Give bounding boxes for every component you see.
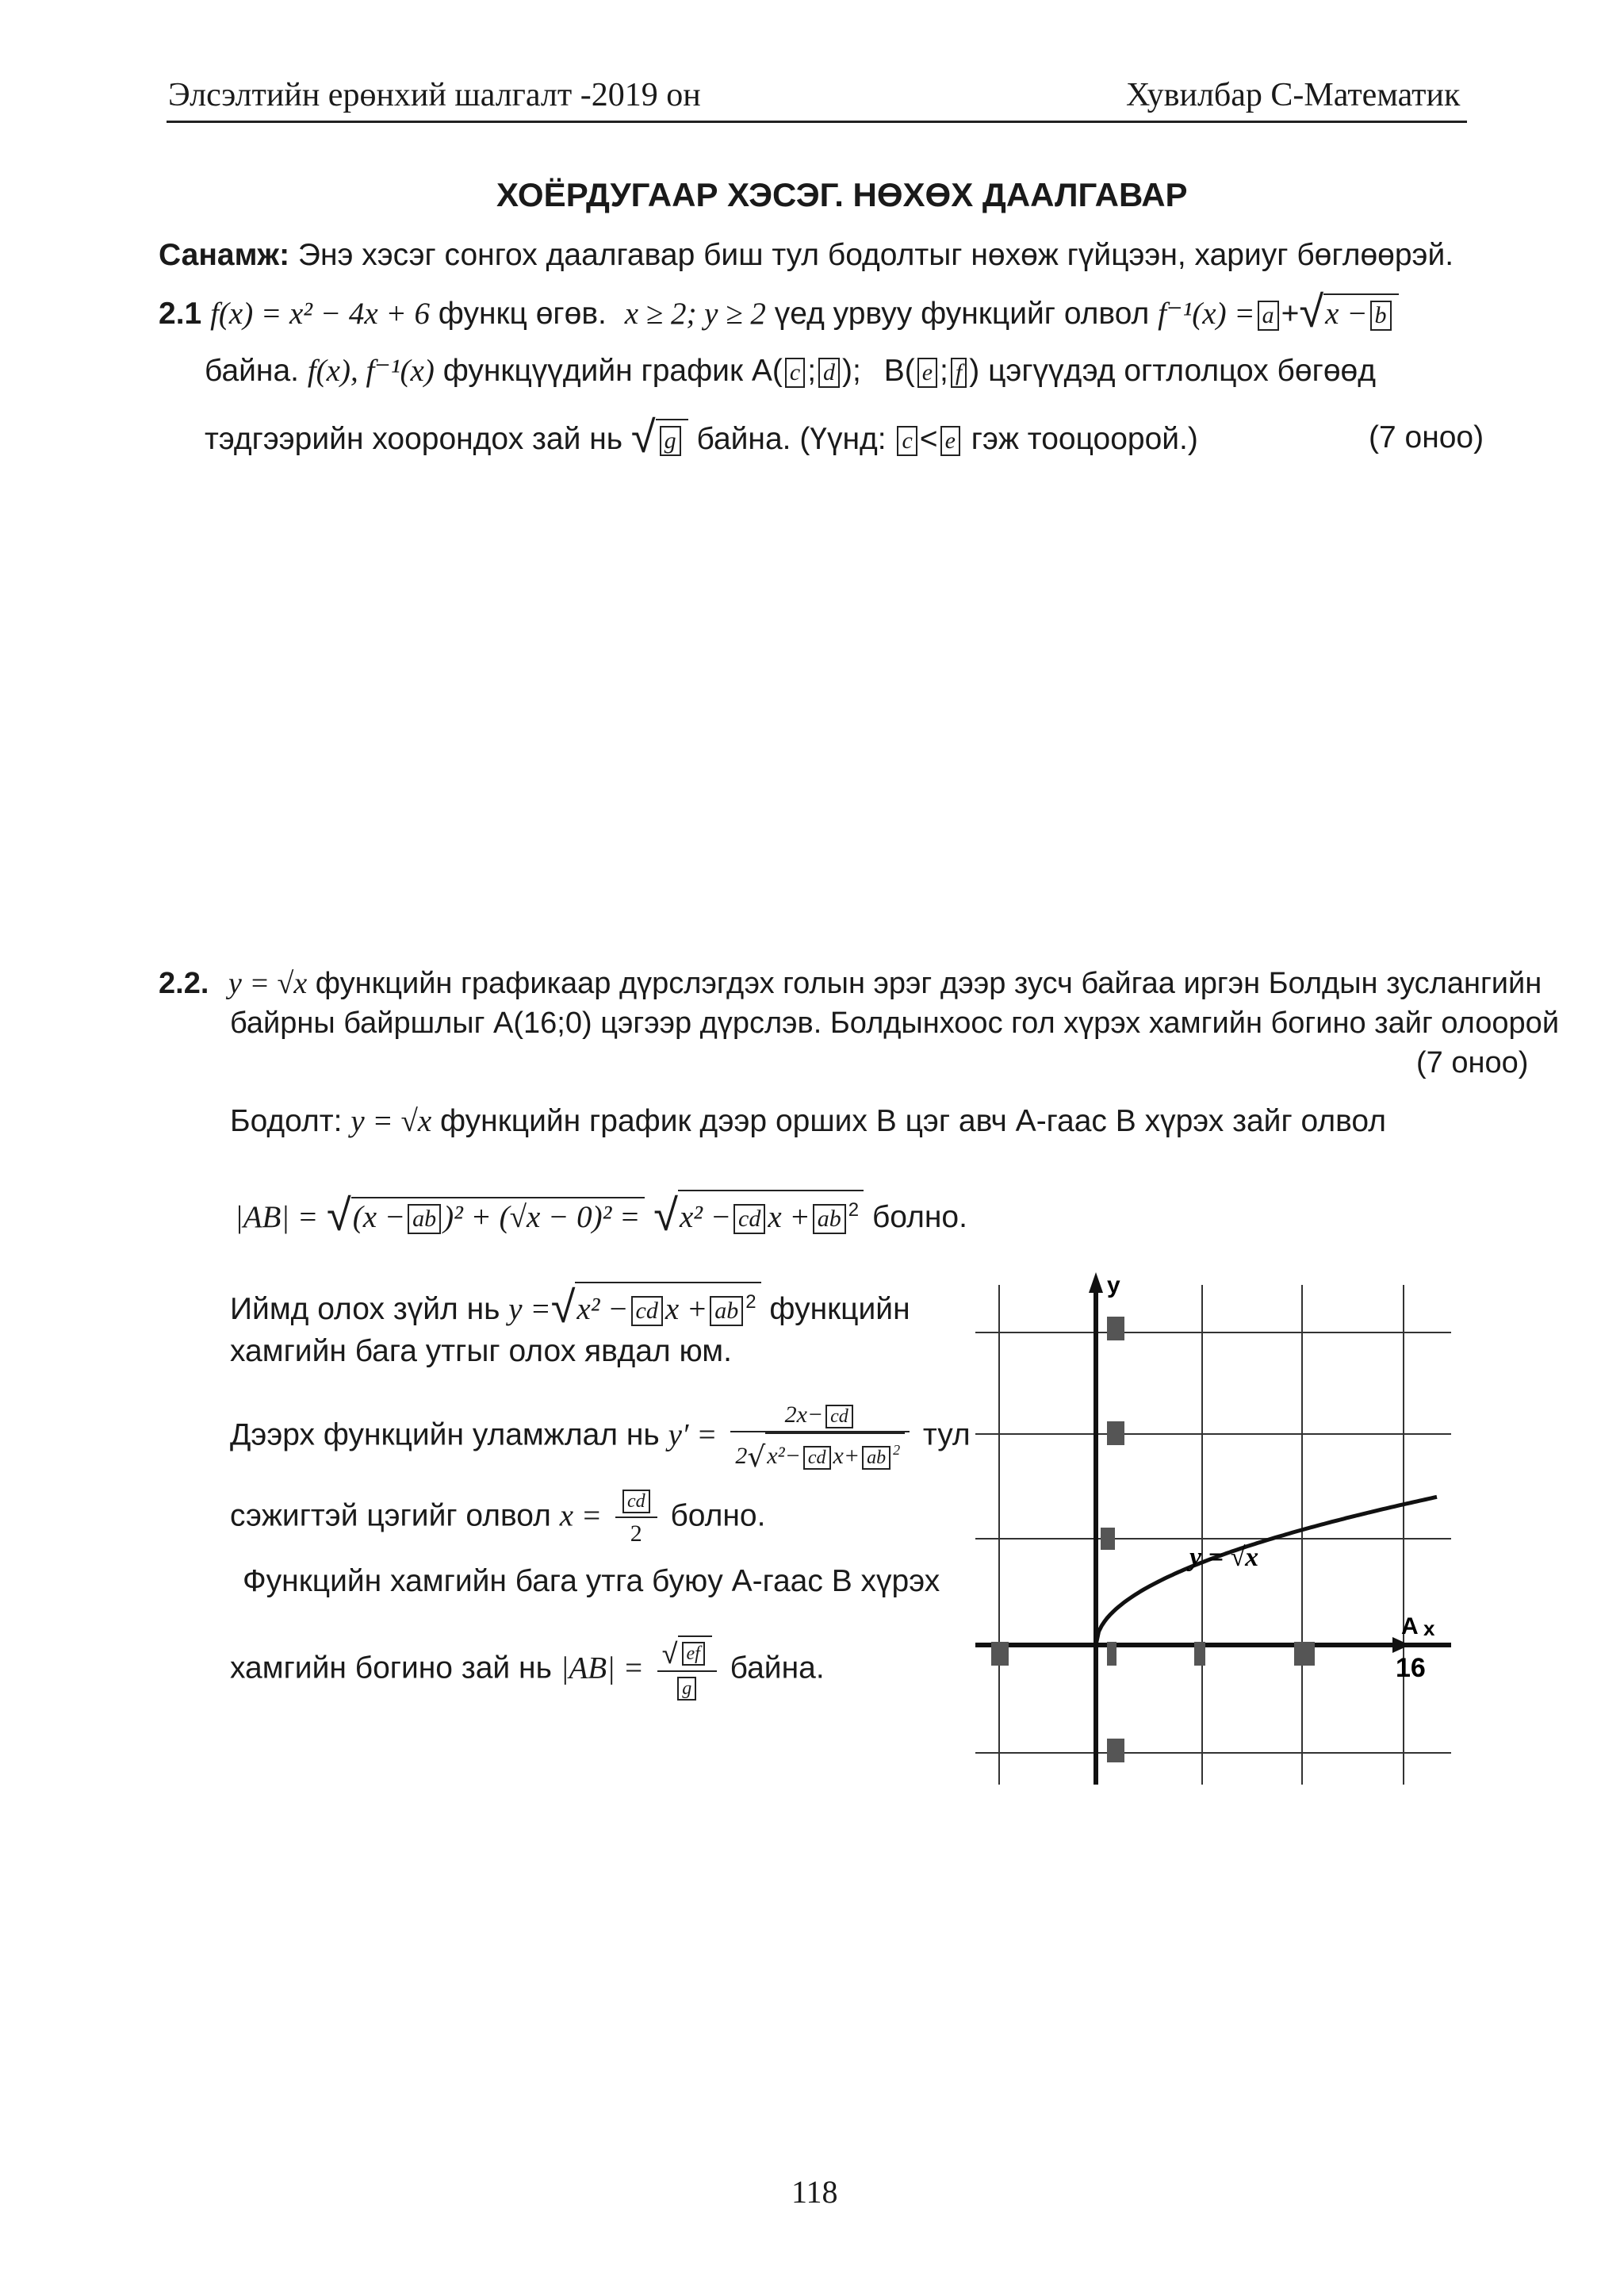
x-minus: x − [1325,297,1368,331]
sqrt-icon: √ [1299,286,1324,338]
ab-eq: |AB| = [560,1651,644,1685]
answer-box-e[interactable]: e [917,358,937,388]
distance-middle: )² + (√x − 0)² = [443,1200,641,1234]
problem-2-1-line1 [159,286,1399,338]
text-span: функцүүдийн график [442,354,744,388]
y-eq: y = [508,1292,551,1326]
condition-formula: x ≥ 2; y ≥ 2 [624,297,766,331]
problem-2-2-number: 2.2. [159,967,209,1000]
header-right: Хувилбар C-Математик [1126,77,1461,113]
problem-2-1-line2 [205,352,1376,390]
answer-box-cd-den: cd [803,1446,831,1470]
text-span: болно. [670,1498,766,1533]
text-span: байна. [205,354,299,388]
text-span: цэгүүдэд огтлолцох бөгөөд [988,354,1376,388]
x-axis-label: x [1423,1616,1435,1640]
min-distance-fraction [657,1635,717,1704]
solution-line7: Функцийн хамгийн бага утга буюу A-гаас B хүрэх [243,1564,940,1598]
answer-box-cd-crit: cd [622,1490,650,1513]
graph-grid [975,1285,1451,1785]
x-axis-arrow-icon [1392,1637,1410,1653]
text-span: болно. [871,1200,967,1234]
solution-line5 [230,1399,971,1474]
text-span: хамгийн богино зай нь [230,1651,552,1685]
ab-lhs: |AB| = [235,1200,319,1234]
problem-2-2-points: (7 оноо) [1416,1046,1529,1079]
problem-2-1-line3 [205,412,1198,463]
solution-line4: хамгийн бага утгыг олох явдал юм. [230,1334,732,1368]
y-sqrt-formula: y = √x [228,967,308,1000]
tick-marker [1101,1528,1115,1550]
fx-formula: f(x) = x² − 4x + 6 [210,297,430,331]
critical-den: 2 [630,1520,642,1547]
page-number: 118 [791,2174,838,2210]
curve-label: y = √x [1189,1543,1259,1572]
text-span: функцийн [769,1292,910,1326]
deriv-den-x: x+ [833,1443,860,1469]
text-span: сэжигтэй цэгийг олвол [230,1498,551,1533]
answer-box-c[interactable]: c [785,358,805,388]
sqrt-icon: √ [550,1282,576,1333]
tick-marker [991,1642,1009,1666]
solution-line6 [230,1485,765,1550]
x-minus: (x − [352,1200,406,1234]
superscript-2: 2 [893,1442,901,1458]
text-span: функц өгөв. [438,297,607,331]
deriv-den-x2: x²− [767,1443,801,1469]
tick-marker [1107,1642,1116,1666]
sqrt-icon: √ [630,412,656,463]
answer-box-e-ref: e [940,426,960,456]
sqrt-graph [975,1269,1467,1793]
text-span: байна. (Үүнд: [696,422,887,456]
x-plus: x + [665,1292,708,1326]
answer-box-g-2[interactable]: g [677,1677,696,1701]
derivative-fraction [730,1399,910,1474]
superscript-2: 2 [745,1291,756,1313]
tick-marker [1107,1739,1124,1762]
text-span: гэж тооцоорой.) [971,422,1198,456]
text-span: тул [922,1417,971,1452]
solution-label: Бодолт: [230,1104,343,1138]
curve-layer [1096,1497,1437,1645]
y-prime: y′ = [668,1417,718,1452]
semicolon: ; [940,354,948,388]
answer-box-d[interactable]: d [818,358,840,388]
answer-box-ab-den: ab [862,1446,891,1470]
finv-formula: f⁻¹(x) = [1158,297,1255,331]
critical-point-fraction [615,1485,657,1550]
tick-label-16: 16 [1396,1653,1426,1683]
tick-marker [1107,1317,1124,1340]
answer-box-cd[interactable]: cd [733,1204,765,1234]
point-b-open: B( [883,354,915,388]
problem-2-2-line1 [159,964,1542,1003]
solution-line1 [230,1102,1386,1141]
x-plus: x + [768,1200,810,1234]
text-span: функцийн графикаар дүрслэгдэх голын эрэг дээр зусч байгаа иргэн Болдын зуслангийн [315,967,1542,1000]
problem-2-1-number: 2.1 [159,297,202,331]
solution-line8 [230,1635,825,1704]
sqrt-curve [1096,1497,1437,1645]
y-axis-label: y [1107,1272,1120,1298]
note-text: Энэ хэсэг сонгох даалгавар биш тул бодолтыг нөхөж гүйцээн, хариуг бөглөөрэй. [297,238,1454,272]
less-than: < [919,422,938,456]
section-title: ХОЁРДУГААР ХЭСЭГ. НӨХӨХ ДААЛГАВАР [496,176,1188,213]
x-squared-minus: x² − [679,1200,732,1234]
functions-pair: f(x), f⁻¹(x) [307,354,435,388]
sqrt-icon: √ [661,1638,678,1670]
distance-formula [235,1190,967,1241]
point-a-open: A( [751,354,783,388]
point-b-close: ) [969,354,980,388]
answer-box-b[interactable]: b [1370,301,1392,331]
x-squared-minus: x² − [576,1292,629,1326]
header-left: Элсэлтийн ерөнхий шалгалт -2019 он [168,77,701,113]
text-span: байна. [730,1651,825,1685]
text-span: үед урвуу функцийг олвол [774,297,1150,331]
answer-box-c-ref: c [897,426,917,456]
deriv-den-two: 2 [735,1443,748,1469]
y-axis-arrow-icon [1089,1272,1103,1293]
note-label: Санамж: [159,238,290,272]
text-span: функцийн график дээр орших B цэг авч A-гаас B хүрэх зайг олвол [440,1104,1386,1138]
note-line [159,236,1454,274]
text-span: тэдгээрийн хоорондох зай нь [205,422,623,456]
problem-2-1-points: (7 оноо) [1369,420,1484,454]
answer-box-a[interactable]: a [1258,301,1279,331]
answer-box-cd-ref: cd [631,1296,663,1326]
problem-2-2-line2: байрны байршлыг A(16;0) цэгээр дүрслэв. Болдынхоос гол хүрэх хамгийн богино зайг олоорой [230,1007,1560,1040]
solution-line3 [230,1282,910,1333]
answer-box-f[interactable]: f [951,358,967,388]
deriv-numerator: 2x− [784,1401,824,1428]
answer-box-cd-num: cd [825,1405,853,1428]
text-span: Дээрх функцийн уламжлал нь [230,1417,660,1452]
sqrt-icon: √ [747,1441,766,1474]
x-eq: x = [559,1498,603,1533]
answer-box-ab-2[interactable]: ab [813,1204,846,1234]
tick-marker [1194,1642,1205,1666]
sqrt-icon: √ [327,1190,351,1241]
point-a-label: A [1401,1613,1419,1639]
text-span: Иймд олох зүйл нь [230,1292,500,1326]
semicolon: ; [807,354,817,388]
sqrt-icon: √ [653,1190,678,1241]
answer-box-g[interactable]: g [660,426,681,456]
tick-marker [1294,1642,1315,1666]
answer-box-ab-ref: ab [710,1296,743,1326]
plus-sign: + [1281,297,1300,331]
point-a-close: ); [842,354,861,388]
tick-marker [1107,1421,1124,1445]
header-divider [167,121,1467,123]
answer-box-ab[interactable]: ab [408,1204,441,1234]
answer-box-ef[interactable]: ef [682,1642,705,1666]
superscript-2: 2 [848,1199,860,1221]
y-sqrt-formula: y = √x [350,1104,432,1138]
